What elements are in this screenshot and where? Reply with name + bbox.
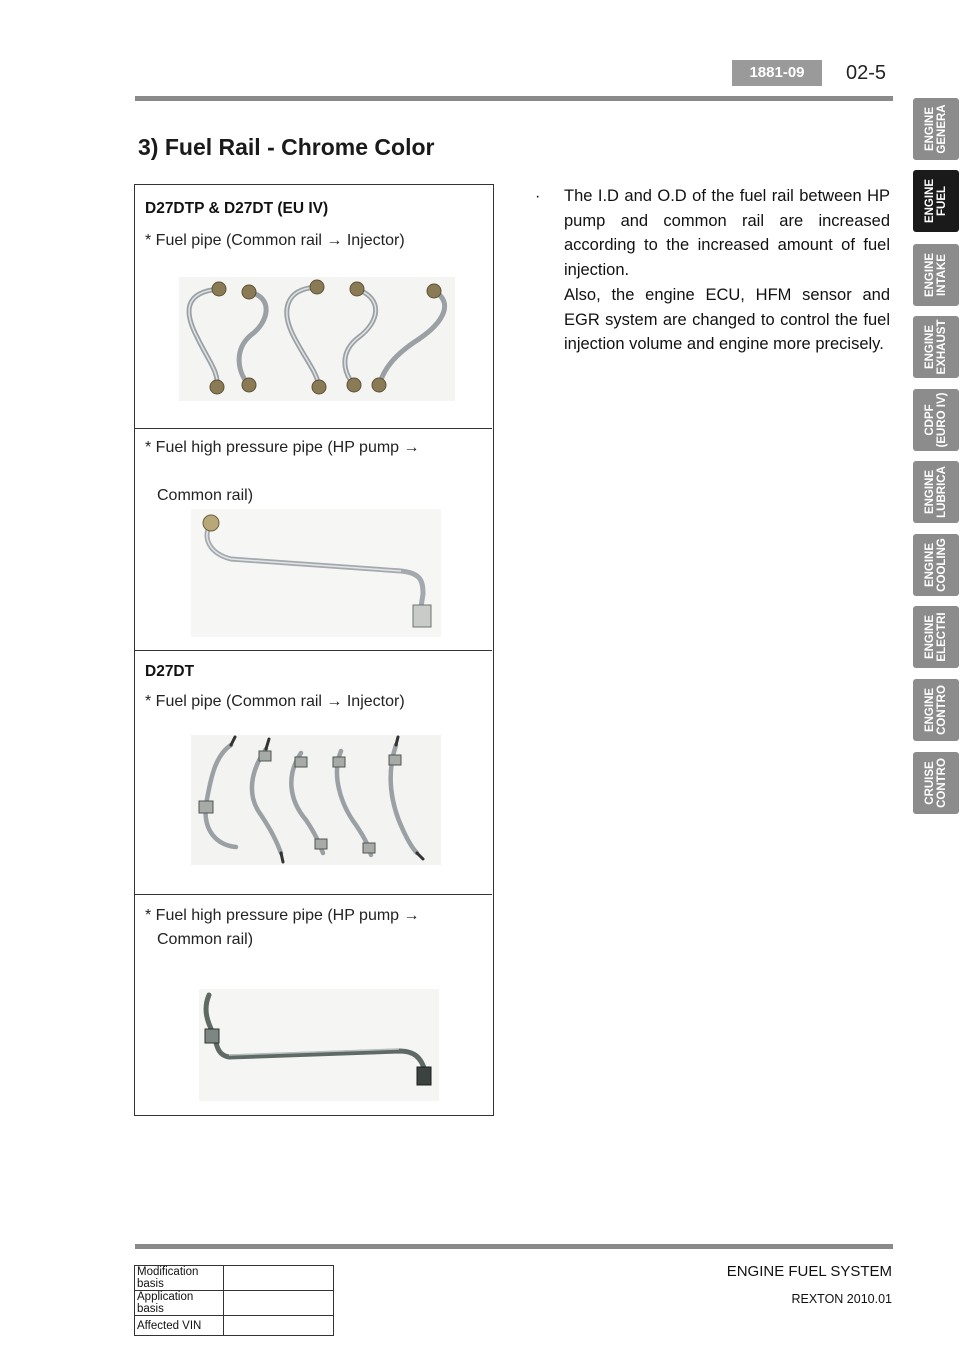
modification-basis-label: Modification basis (135, 1266, 224, 1291)
affected-vin-value (224, 1316, 334, 1336)
side-tab-engine-electrical[interactable] (913, 606, 959, 668)
table-row (135, 1291, 334, 1316)
modification-basis-value (224, 1266, 334, 1291)
side-tab-engine-lubrication[interactable] (913, 461, 959, 523)
group2-fuel-pipe-caption: * Fuel pipe (Common rail → Injector) (145, 693, 405, 710)
side-tab-label: ENGINE COOLING (924, 538, 948, 592)
hp-pipe-photo-d27dt (199, 989, 439, 1101)
side-tab-engine-fuel[interactable] (913, 170, 959, 232)
side-tab-label: CRUISE CONTRO (924, 758, 948, 808)
fuel-pipe-photo (179, 277, 455, 401)
affected-vin-label: Affected VIN (135, 1316, 224, 1336)
table-cell-group2-hp-pipe (135, 895, 492, 1115)
side-tab-label: CDPF (EURO IV) (924, 392, 948, 448)
footer-rule (135, 1244, 893, 1249)
side-tab-engine-intake[interactable] (913, 244, 959, 306)
section-title: 3) Fuel Rail - Chrome Color (138, 134, 435, 160)
side-tab-engine-exhaust[interactable] (913, 316, 959, 378)
side-tab-label: ENGINE LUBRICA (924, 466, 948, 518)
side-tab-engine-general[interactable] (913, 98, 959, 160)
description-paragraph-2: Also, the engine ECU, HFM sensor and EGR system are changed to control the fuel injection volume and engine more precisely. (564, 286, 890, 353)
group2-hp-pipe-caption-line1: * Fuel high pressure pipe (HP pump → (145, 907, 420, 924)
side-tab-label: ENGINE ELECTRI (924, 612, 948, 662)
fuel-pipe-photo-d27dt (191, 735, 441, 865)
group1-hp-pipe-caption-line1: * Fuel high pressure pipe (HP pump → (145, 439, 420, 456)
table-row (135, 1266, 334, 1291)
side-tab-label: ENGINE INTAKE (924, 252, 948, 298)
table-cell-group1-fuel-pipe (135, 185, 492, 429)
side-tab-label: ENGINE EXHAUST (924, 319, 948, 375)
footer-model: REXTON 2010.01 (791, 1292, 892, 1306)
application-basis-label: Application basis (135, 1291, 224, 1316)
side-tab-label: ENGINE CONTRO (924, 685, 948, 735)
group1-heading: D27DTP & D27DT (EU IV) (145, 200, 329, 217)
group1-hp-pipe-caption-line2: Common rail) (157, 487, 254, 504)
page-number: 02-5 (846, 62, 887, 84)
modification-table (134, 1265, 334, 1336)
side-tab-engine-control[interactable] (913, 679, 959, 741)
group1-fuel-pipe-caption: * Fuel pipe (Common rail → Injector) (145, 232, 405, 249)
side-tab-cruise-control[interactable] (913, 752, 959, 814)
parts-table (134, 184, 494, 1116)
description-paragraph-1: The I.D and O.D of the fuel rail between HP pump and common rail are increased according to the increased amount of fuel injection. (564, 187, 890, 279)
hp-pipe-photo (191, 509, 441, 637)
group2-heading: D27DT (145, 663, 195, 680)
side-tab-label: ENGINE FUEL (924, 178, 948, 224)
group2-hp-pipe-caption-line2: Common rail) (157, 931, 254, 948)
application-basis-value (224, 1291, 334, 1316)
header-rule (135, 96, 893, 101)
side-tab-label: ENGINE GENERA (924, 104, 948, 154)
table-row (135, 1316, 334, 1336)
side-tab-cdpf[interactable] (913, 389, 959, 451)
section-code-badge: 1881-09 (732, 60, 822, 86)
table-cell-group2-fuel-pipe (135, 651, 492, 895)
footer-title: ENGINE FUEL SYSTEM (726, 1263, 892, 1280)
bullet: · (535, 188, 541, 205)
side-tab-engine-cooling[interactable] (913, 534, 959, 596)
table-cell-group1-hp-pipe (135, 429, 492, 651)
